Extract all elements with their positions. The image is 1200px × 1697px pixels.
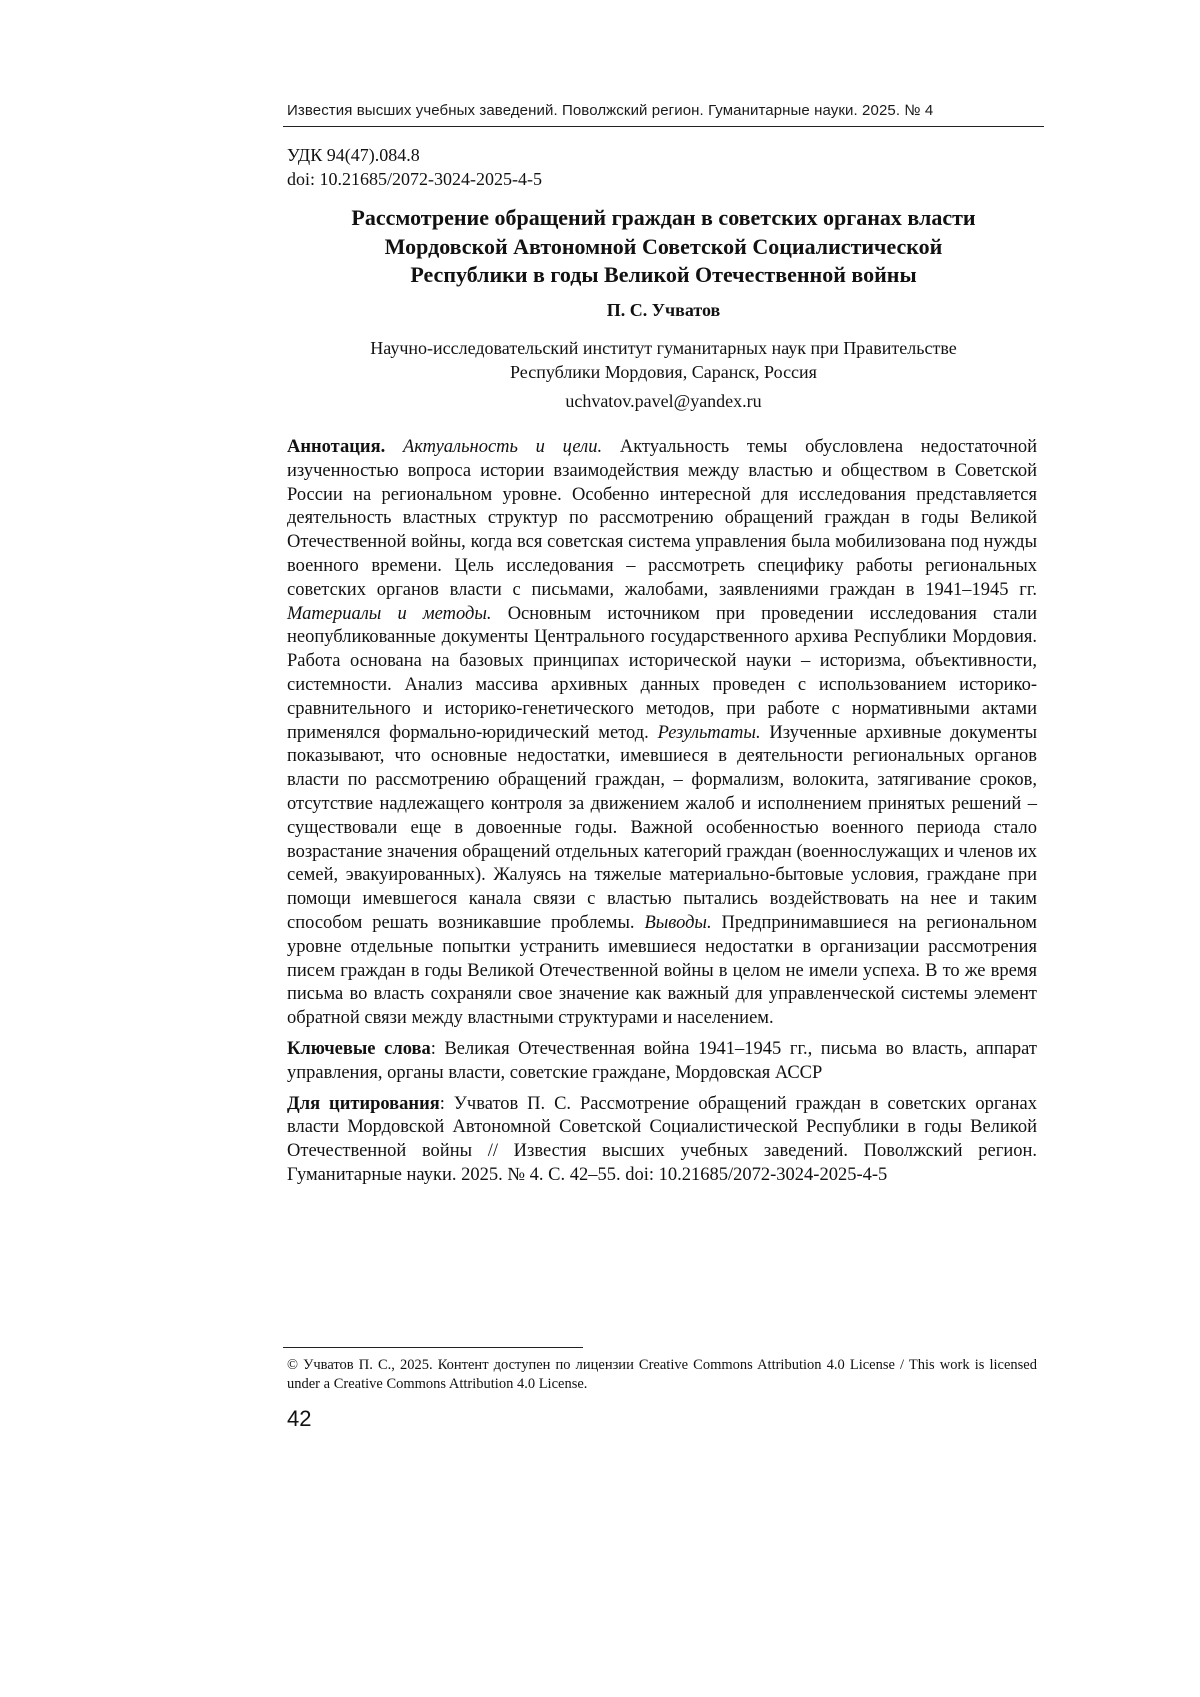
affiliation-line: Республики Мордовия, Саранск, Россия bbox=[510, 362, 817, 382]
keywords-text: : Великая Отечественная война 1941–1945 гг., письма во власть, аппарат управления, органы власти, советские граждане, Мордовская АССР bbox=[287, 1038, 1037, 1083]
header-rule bbox=[283, 126, 1044, 127]
affiliation-line: Научно-исследовательский институт гуманитарных наук при Правительстве bbox=[370, 338, 957, 358]
author-email: uchvatov.pavel@yandex.ru bbox=[565, 391, 762, 411]
article-title bbox=[283, 204, 1044, 290]
running-header: Известия высших учебных заведений. Поволжский регион. Гуманитарные науки. 2025. № 4 bbox=[287, 102, 934, 119]
keywords-paragraph bbox=[287, 1038, 1037, 1086]
conclusions-text: Предпринимавшиеся на региональном уровне отдельные попытки устранить имевшиеся недостатки в организации рассмотрения писем граждан в годы Великой Отечественной войны в целом не имели успеха. В то же время письма во власть сохраняли свое значение как важный для управленческой системы элемент обратной связи между властными структурами и населением. bbox=[287, 912, 1038, 1029]
conclusions-label: Выводы. bbox=[644, 912, 712, 933]
title-line: Мордовской Автономной Советской Социалистической bbox=[384, 233, 943, 259]
relevance-text: Актуальность темы обусловлена недостаточной изученностью вопроса истории взаимодействия между властью и обществом в Советской России на региональном уровне. Особенно интересной для исследования представляется деятельность властных структур по рассмотрению обращений граждан в годы Великой Отечественной войны, когда вся советская система управления была мобилизована под нужды военного времени. Цель исследования – рассмотреть специфику работы региональных советских органов власти с письмами, жалобами, заявлениями граждан в 1941–1945 гг. bbox=[287, 437, 1037, 600]
footnote-rule bbox=[283, 1347, 583, 1348]
udk-code: УДК 94(47).084.8 bbox=[287, 145, 420, 165]
citation-paragraph bbox=[287, 1093, 1037, 1188]
abstract-paragraph bbox=[287, 436, 1037, 1031]
author-name: П. С. Учватов bbox=[606, 300, 721, 320]
citation-label: Для цитирования bbox=[287, 1093, 440, 1114]
title-line: Рассмотрение обращений граждан в советских органах власти bbox=[351, 205, 976, 230]
license-footnote: © Учватов П. С., 2025. Контент доступен по лицензии Creative Commons Attribution 4.0 License / This work is licensed under a Creative Commons Attribution 4.0 License. bbox=[287, 1357, 1037, 1392]
doi-line: doi: 10.21685/2072-3024-2025-4-5 bbox=[287, 169, 542, 189]
keywords-label: Ключевые слова bbox=[287, 1038, 431, 1059]
relevance-label: Актуальность и цели. bbox=[402, 437, 603, 457]
results-text: Изученные архивные документы показывают, что основные недостатки, имевшиеся в деятельности региональных органов власти по рассмотрению обращений граждан, – формализм, волокита, затягивание сроков, отсутствие надлежащего контроля за движением жалоб и исполнением принятых решений – существовали еще в довоенные годы. Важной особенностью военного периода стало возрастание значения обращений отдельных категорий граждан (военнослужащих и членов их семей, эвакуированных). Жалуясь на тяжелые материально-бытовые условия, граждане при помощи имевшегося канала связи с властью пытались воздействовать на нее и таким способом решать возникавшие проблемы. bbox=[287, 722, 1038, 933]
results-label: Результаты. bbox=[657, 722, 761, 743]
methods-text: Основным источником при проведении исследования стали неопубликованные документы Центрального государственного архива Республики Мордовия. Работа основана на базовых принципах исторической науки – историзма, объективности, системности. Анализ массива архивных данных проведен с использованием историко-сравнительного и историко-генетического методов, при работе с нормативными актами применялся формально-юридический метод. bbox=[287, 603, 1038, 743]
abstract-block bbox=[287, 436, 1037, 1195]
abstract-label: Аннотация. bbox=[287, 437, 386, 457]
methods-label: Материалы и методы. bbox=[287, 603, 492, 624]
citation-text: : Учватов П. С. Рассмотрение обращений граждан в советских органах власти Мордовской Автономной Советской Социалистической Республики в годы Великой Отечественной войны // Известия высших учебных заведений. Поволжский регион. Гуманитарные науки. 2025. № 4. С. 42–55. doi: 10.21685/2072-3024-2025-4-5 bbox=[287, 1093, 1037, 1185]
affiliation bbox=[283, 336, 1044, 384]
title-line: Республики в годы Великой Отечественной войны bbox=[410, 262, 917, 287]
page-number: 42 bbox=[287, 1406, 312, 1431]
